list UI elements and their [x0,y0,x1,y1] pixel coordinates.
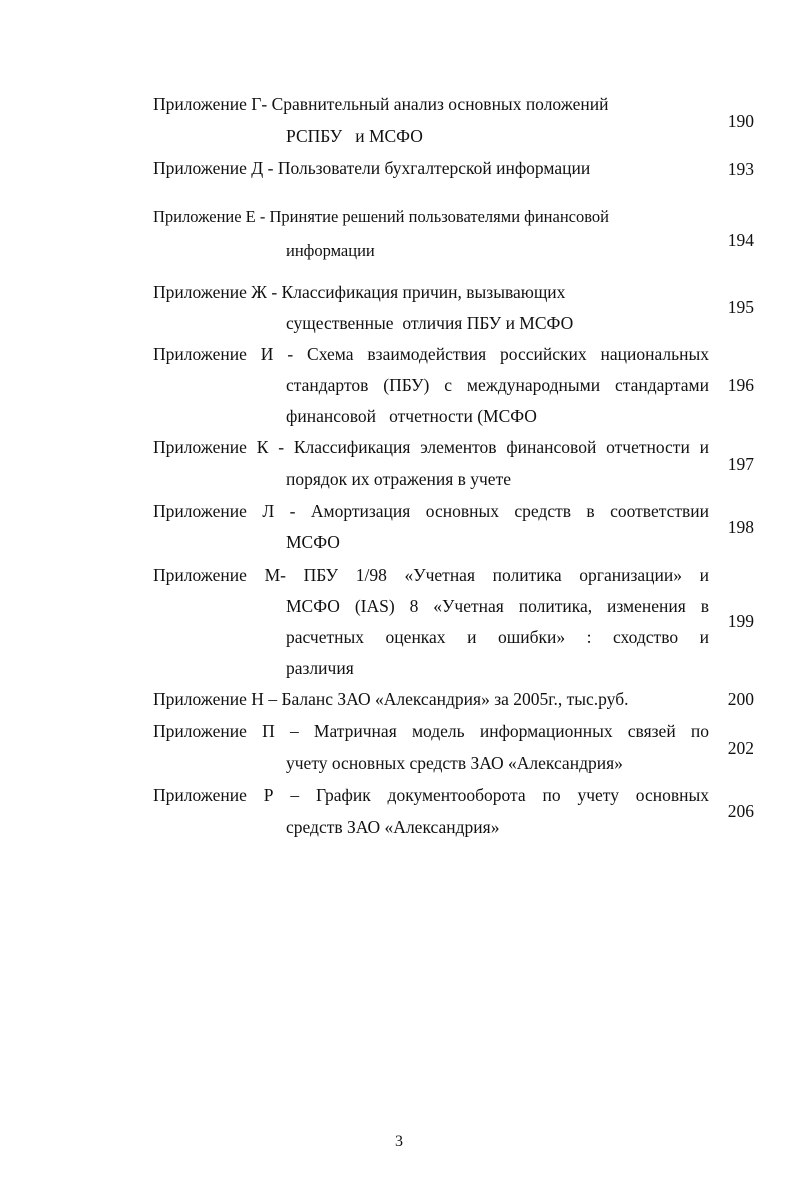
toc-page-number: 206 [727,801,754,821]
toc-entry-line: информации [286,241,375,260]
page-number: 3 [395,1133,403,1150]
toc-page-number: 199 [727,611,754,631]
toc-entry-line: средств ЗАО «Александрия» [286,817,500,837]
toc-entry-line: Приложение Г- Сравнительный анализ основных положений [153,94,609,114]
toc-entry-line: расчетных оценках и ошибки» : сходство и [286,627,709,647]
toc-entry-line: Приложение Н – Баланс ЗАО «Александрия» за 2005г., тыс.руб. [153,689,629,709]
toc-entry-line: порядок их отражения в учете [286,469,511,489]
toc-page-number: 202 [727,738,754,758]
toc-entry-line: Приложение Р – График документооборота по учету основных [153,785,709,805]
toc-page-number: 195 [727,297,754,317]
toc-entry-line: Приложение Л - Амортизация основных средств в соответствии [153,501,709,521]
toc-entry-line: РСПБУ и МСФО [286,126,423,146]
toc-entry-line: существенные отличия ПБУ и МСФО [286,313,574,333]
toc-entry-line: Приложение Д - Пользователи бухгалтерской информации [153,158,591,178]
toc-page-number: 190 [727,111,754,131]
toc-page-number: 198 [727,517,754,537]
toc-page-number: 200 [727,689,754,709]
toc-entry-line: Приложение П – Матричная модель информационных связей по [153,721,709,741]
toc-entry-line: Приложение Ж - Классификация причин, вызывающих [153,282,566,302]
toc-entry-line: учету основных средств ЗАО «Александрия» [286,753,623,773]
toc-entry-line: финансовой отчетности (МСФО [286,406,537,426]
toc-page-number: 194 [727,230,754,250]
toc-entry-line: стандартов (ПБУ) с международными стандартами [286,375,709,395]
toc-page-number: 196 [727,375,754,395]
toc-entry-line: Приложение И - Схема взаимодействия российских национальных [153,344,709,364]
toc-entry-line: Приложение М- ПБУ 1/98 «Учетная политика организации» и [153,565,709,585]
toc-entry-line: Приложение К - Классификация элементов финансовой отчетности и [153,437,709,457]
toc-entry-line: МСФО [286,532,340,552]
toc-page-number: 193 [727,159,754,179]
toc-entry-line: различия [286,658,354,678]
toc-entry-line: МСФО (IAS) 8 «Учетная политика, изменения в [286,596,709,616]
toc-page-number: 197 [727,454,754,474]
toc-entry-line: Приложение Е - Принятие решений пользователями финансовой [153,207,609,226]
